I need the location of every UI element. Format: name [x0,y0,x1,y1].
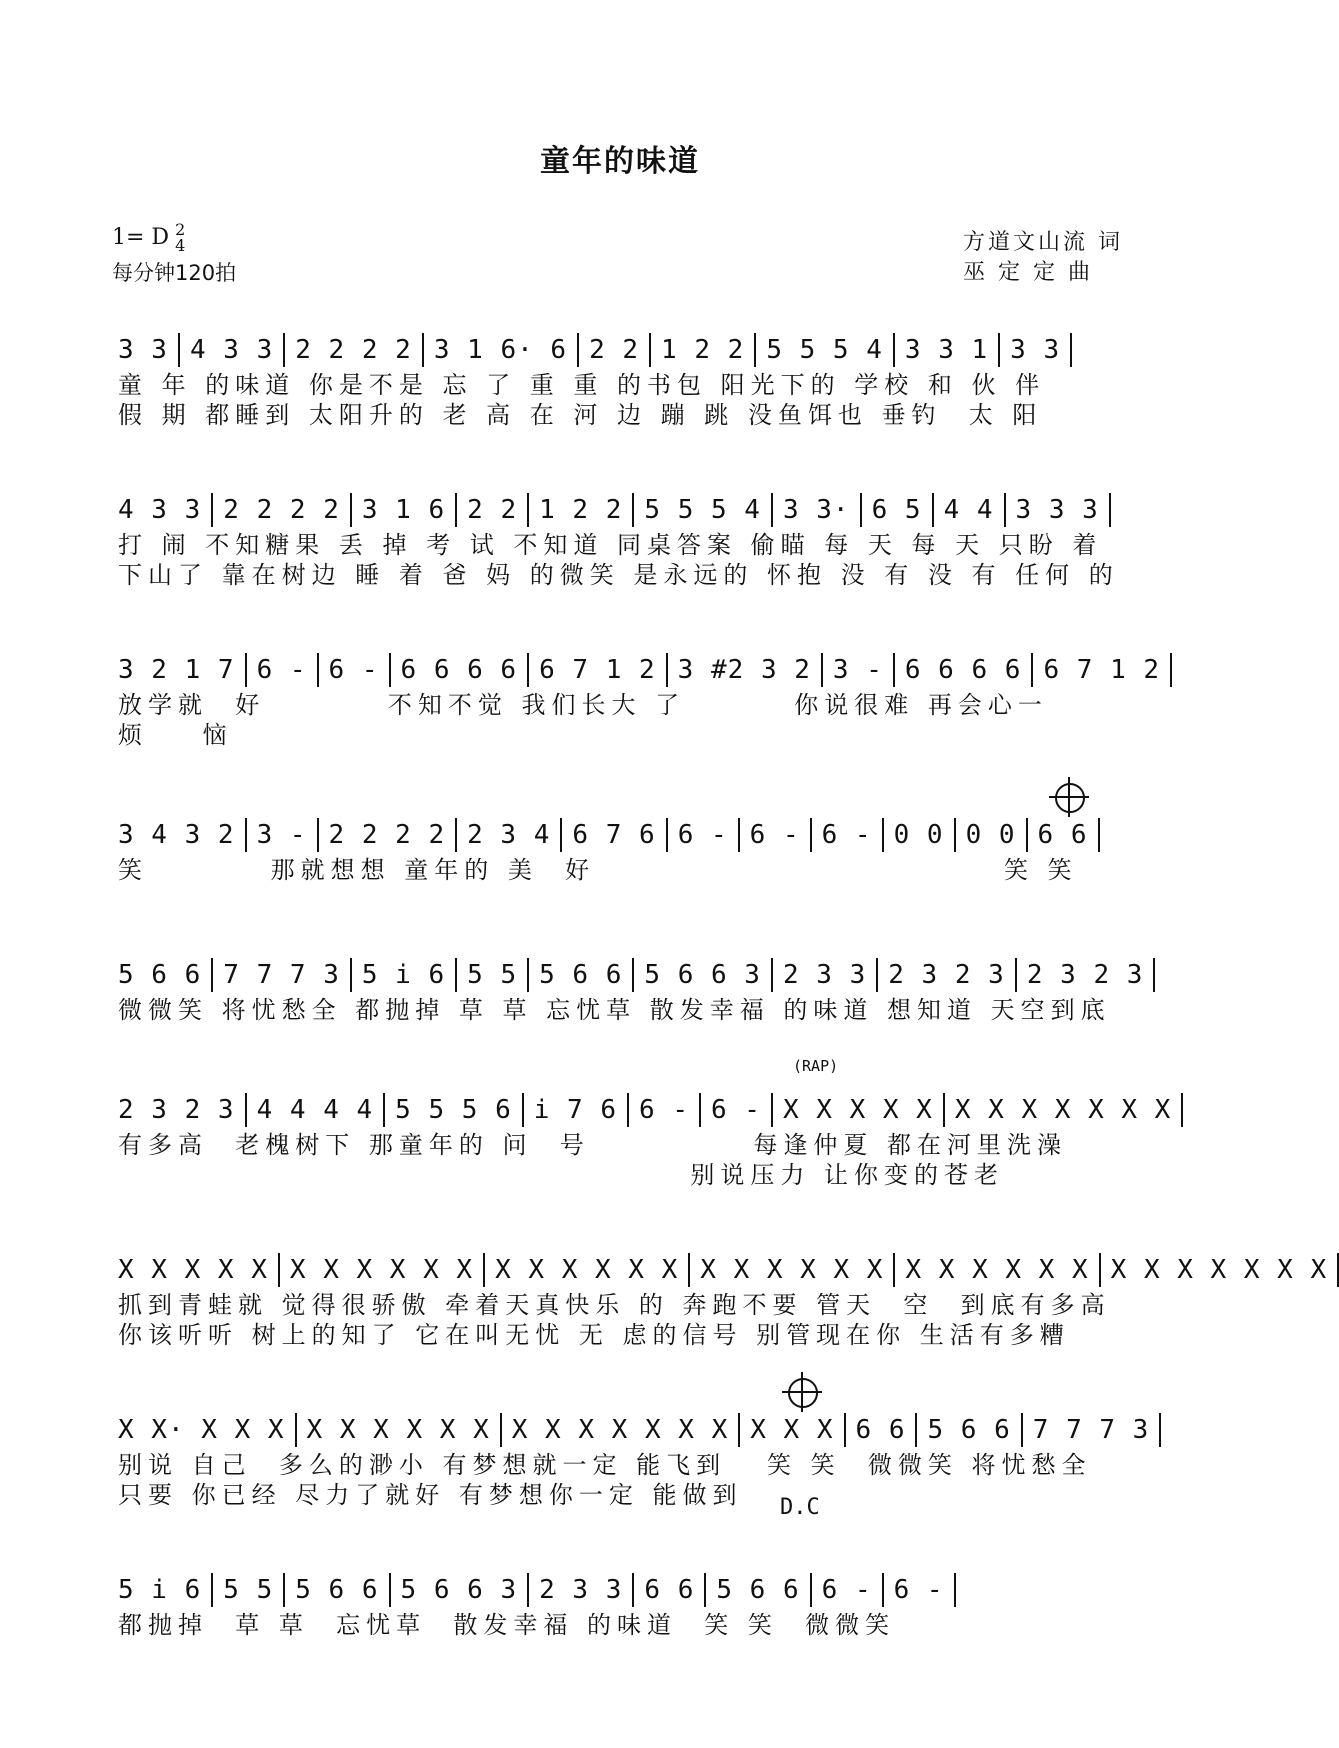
measure: 6 - [710,1095,761,1125]
score-system [118,1090,1172,1190]
barline [500,1413,502,1447]
measure: 3 1 6· 6 [433,335,568,365]
lyric-line: 放学就 好 不知不觉 我们长大 了 你说很难 再会心一 [118,691,1048,719]
barline [915,1413,917,1447]
measure: 3 1 6 [361,495,446,525]
barline [211,1573,213,1607]
barline [704,1573,706,1607]
measure: 3 3 [1010,335,1061,365]
measure: 2 2 2 2 [223,495,340,525]
barline [211,958,213,992]
lyric-line: 假 期 都睡到 太阳升的 老 高 在 河 边 蹦 跳 没鱼饵也 垂钓 太 阳 [118,401,1043,429]
score-system [118,955,1144,1025]
lyric-line: 抓到青蛙就 觉得很骄傲 牵着天真快乐 的 奔跑不要 管天 空 到底有多高 [118,1291,1111,1319]
barline [882,1573,884,1607]
score-system [118,330,1128,430]
measure: 2 2 [467,495,518,525]
barline [317,653,319,687]
measure: 6 - [677,820,728,850]
measure: 6 - [328,655,379,685]
key-label: 1= D [112,225,170,250]
barline [632,1573,634,1607]
barline [810,1573,812,1607]
measure: 3 4 3 2 [118,820,235,850]
barline [810,818,812,852]
measure: 6 - [749,820,800,850]
measure: 3 3· [782,495,850,525]
barline [350,958,352,992]
lyric-line: 都抛掉 草 草 忘忧草 散发幸福 的味道 笑 笑 微微笑 [118,1611,896,1639]
lyric-line: 有多高 老槐树下 那童年的 问 号 每逢仲夏 都在河里洗澡 [118,1131,1067,1159]
measure: 5 6 6 [118,960,202,990]
barline [283,333,285,367]
notation-line [118,1250,1328,1290]
measure: X X X X X [782,1095,933,1125]
barline [1098,818,1100,852]
measure: 2 3 3 [539,1575,623,1605]
key-signature [112,222,185,254]
measure: 1 2 2 [539,495,623,525]
measure: 3 3 1 [904,335,989,365]
measure: 7 7 7 3 [1032,1415,1150,1445]
measure: 6 7 1 2 [1043,655,1161,685]
barline [954,1573,956,1607]
notation-line [118,1090,1172,1130]
barline [932,493,934,527]
measure: 5 5 5 4 [644,495,761,525]
measure: 6 - [821,820,872,850]
barline [882,818,884,852]
barline [1070,333,1072,367]
barline [350,493,352,527]
measure: 6 6 6 6 [400,655,518,685]
barline [893,333,895,367]
credits [963,228,1123,288]
barline [1099,1253,1101,1287]
dc-annotation: D.C [780,1495,820,1520]
notation-line [118,955,1144,995]
barline [821,653,823,687]
barline [699,1093,701,1127]
measure: X X X X X X [289,1255,474,1285]
barline [1181,1093,1183,1127]
lyric-line: 烦 恼 [118,721,233,749]
barline [389,653,391,687]
barline [577,333,579,367]
barline [283,1573,285,1607]
measure: 6 - [256,655,307,685]
rap-annotation: (RAP) [793,1057,839,1075]
measure: 3 - [256,820,307,850]
measure: X X X X X [118,1255,268,1285]
barline [278,1253,280,1287]
barline [738,818,740,852]
score-system [118,650,1161,750]
measure: X X· X X X [118,1415,285,1445]
measure: 0 0 [893,820,944,850]
barline [893,653,895,687]
score-system [118,1410,1150,1510]
score-system [118,490,1128,590]
barline [527,493,529,527]
barline [632,958,634,992]
barline [627,1093,629,1127]
barline [1170,653,1172,687]
measure: 6 7 6 [572,820,656,850]
measure: 5 6 6 [539,960,623,990]
barline [1004,493,1006,527]
notation-line [118,1410,1150,1450]
barline [527,1573,529,1607]
notation-line [118,650,1161,690]
lyric-line: 笑 那就想想 童年的 美 好 笑 笑 [118,856,1078,884]
lyricist-credit: 方道文山流 词 [963,230,1123,255]
measure: 5 6 6 [716,1575,800,1605]
measure: 5 5 5 6 [395,1095,512,1125]
measure: 4 4 4 4 [256,1095,374,1125]
measure: 5 i 6 [118,1575,202,1605]
measure: 2 3 4 [467,820,551,850]
song-title: 童年的味道 [540,144,700,179]
score-system [118,815,1128,885]
measure: 5 6 6 3 [400,1575,518,1605]
measure: 4 4 [943,495,994,525]
barline [943,1093,945,1127]
measure: 2 3 2 3 [1026,960,1144,990]
measure: 2 3 3 [782,960,867,990]
barline [844,1413,846,1447]
measure: 2 2 2 2 [295,335,412,365]
barline [560,818,562,852]
barline [771,493,773,527]
measure: 6 5 [871,495,922,525]
barline [893,1253,895,1287]
score-system [118,1250,1328,1350]
measure: X X X [750,1415,834,1445]
barline [455,818,457,852]
measure: 6 7 1 2 [539,655,656,685]
measure: 2 3 2 3 [118,1095,235,1125]
measure: 5 6 6 3 [644,960,761,990]
barline [771,1093,773,1127]
lyric-line: 童 年 的味道 你是不是 忘 了 重 重 的书包 阳光下的 学校 和 伙 伴 [118,371,1046,399]
barline [483,1253,485,1287]
barline [295,1413,297,1447]
barline [998,333,1000,367]
measure: 6 6 [855,1415,906,1445]
measure: 7 7 7 3 [223,960,340,990]
measure: X X X X X X [905,1255,1089,1285]
measure: 3 - [832,655,883,685]
measure: X X X X X X X [954,1095,1172,1125]
barline [245,818,247,852]
lyric-line: 只要 你已经 尽力了就好 有梦想你一定 能做到 [118,1481,743,1509]
measure: 6 - [821,1575,872,1605]
measure: 3 2 1 7 [118,655,235,685]
measure: 2 3 2 3 [888,960,1005,990]
barline [649,333,651,367]
coda-icon [1055,783,1085,813]
barline [455,493,457,527]
measure: X X X X X X X [511,1415,729,1445]
barline [522,1093,524,1127]
barline [1109,493,1111,527]
barline [211,493,213,527]
measure: 4 3 3 [118,495,202,525]
lyric-line: 别说 自己 多么的渺小 有梦想就一定 能飞到 笑 笑 微微笑 将忧愁全 [118,1451,1092,1479]
barline [1153,958,1155,992]
measure: 4 3 3 [189,335,274,365]
notation-line [118,815,1128,855]
measure: 6 6 6 6 [904,655,1022,685]
barline [317,818,319,852]
tempo-marking: 每分钟120拍 [112,261,237,285]
measure: 0 0 [965,820,1016,850]
barline [876,958,878,992]
measure: 5 6 6 [295,1575,379,1605]
barline [1026,818,1028,852]
lyric-line: 微微笑 将忧愁全 都抛掉 草 草 忘忧草 散发幸福 的味道 想知道 天空到底 [118,996,1111,1024]
measure: 5 6 6 [927,1415,1011,1445]
measure: 1 2 2 [661,335,745,365]
barline [954,818,956,852]
barline [1031,653,1033,687]
measure: 5 5 5 4 [766,335,883,365]
measure: 6 6 [1037,820,1088,850]
measure: 5 5 [223,1575,274,1605]
score-system [118,1570,1128,1640]
measure: 3 3 [118,335,168,365]
barline [383,1093,385,1127]
barline [632,493,634,527]
barline [245,653,247,687]
lyric-line: 别说压力 让你变的苍老 [118,1161,1005,1189]
measure: 3 3 3 [1015,495,1099,525]
barline [178,333,180,367]
barline [738,1413,740,1447]
time-sig-top: 2 [175,220,186,239]
notation-line [118,1570,1128,1610]
measure: 6 - [893,1575,944,1605]
barline [422,333,424,367]
barline [688,1253,690,1287]
barline [245,1093,247,1127]
notation-line [118,490,1128,530]
coda-icon [788,1378,818,1408]
measure: 2 2 [589,335,640,365]
barline [771,958,773,992]
measure: 6 - [639,1095,689,1125]
notation-line [118,330,1128,370]
barline [455,958,457,992]
measure: 6 6 [644,1575,695,1605]
measure: X X X X X X X [1110,1255,1328,1285]
measure: X X X X X X [495,1255,679,1285]
barline [860,493,862,527]
barline [527,958,529,992]
composer-credit: 巫 定 定 曲 [963,260,1093,285]
measure: 3 #2 3 2 [677,655,811,685]
lyric-line: 打 闹 不知糖果 丢 掉 考 试 不知道 同桌答案 偷瞄 每 天 每 天 只盼 着 [118,531,1103,559]
measure: X X X X X X [306,1415,490,1445]
measure: X X X X X X [700,1255,884,1285]
measure: 5 i 6 [361,960,446,990]
barline [389,1573,391,1607]
measure: i 7 6 [533,1095,618,1125]
measure: 2 2 2 2 [328,820,446,850]
lyric-line: 你该听听 树上的知了 它在叫无忧 无 虑的信号 别管现在你 生活有多糟 [118,1321,1070,1349]
barline [666,818,668,852]
measure: 5 5 [467,960,518,990]
barline [527,653,529,687]
barline [754,333,756,367]
time-sig-bottom: 4 [175,236,186,255]
barline [1159,1413,1161,1447]
lyric-line: 下山了 靠在树边 睡 着 爸 妈 的微笑 是永远的 怀抱 没 有 没 有 任何 的 [118,561,1119,589]
barline [1021,1413,1023,1447]
barline [1015,958,1017,992]
time-signature [175,222,185,254]
barline [666,653,668,687]
